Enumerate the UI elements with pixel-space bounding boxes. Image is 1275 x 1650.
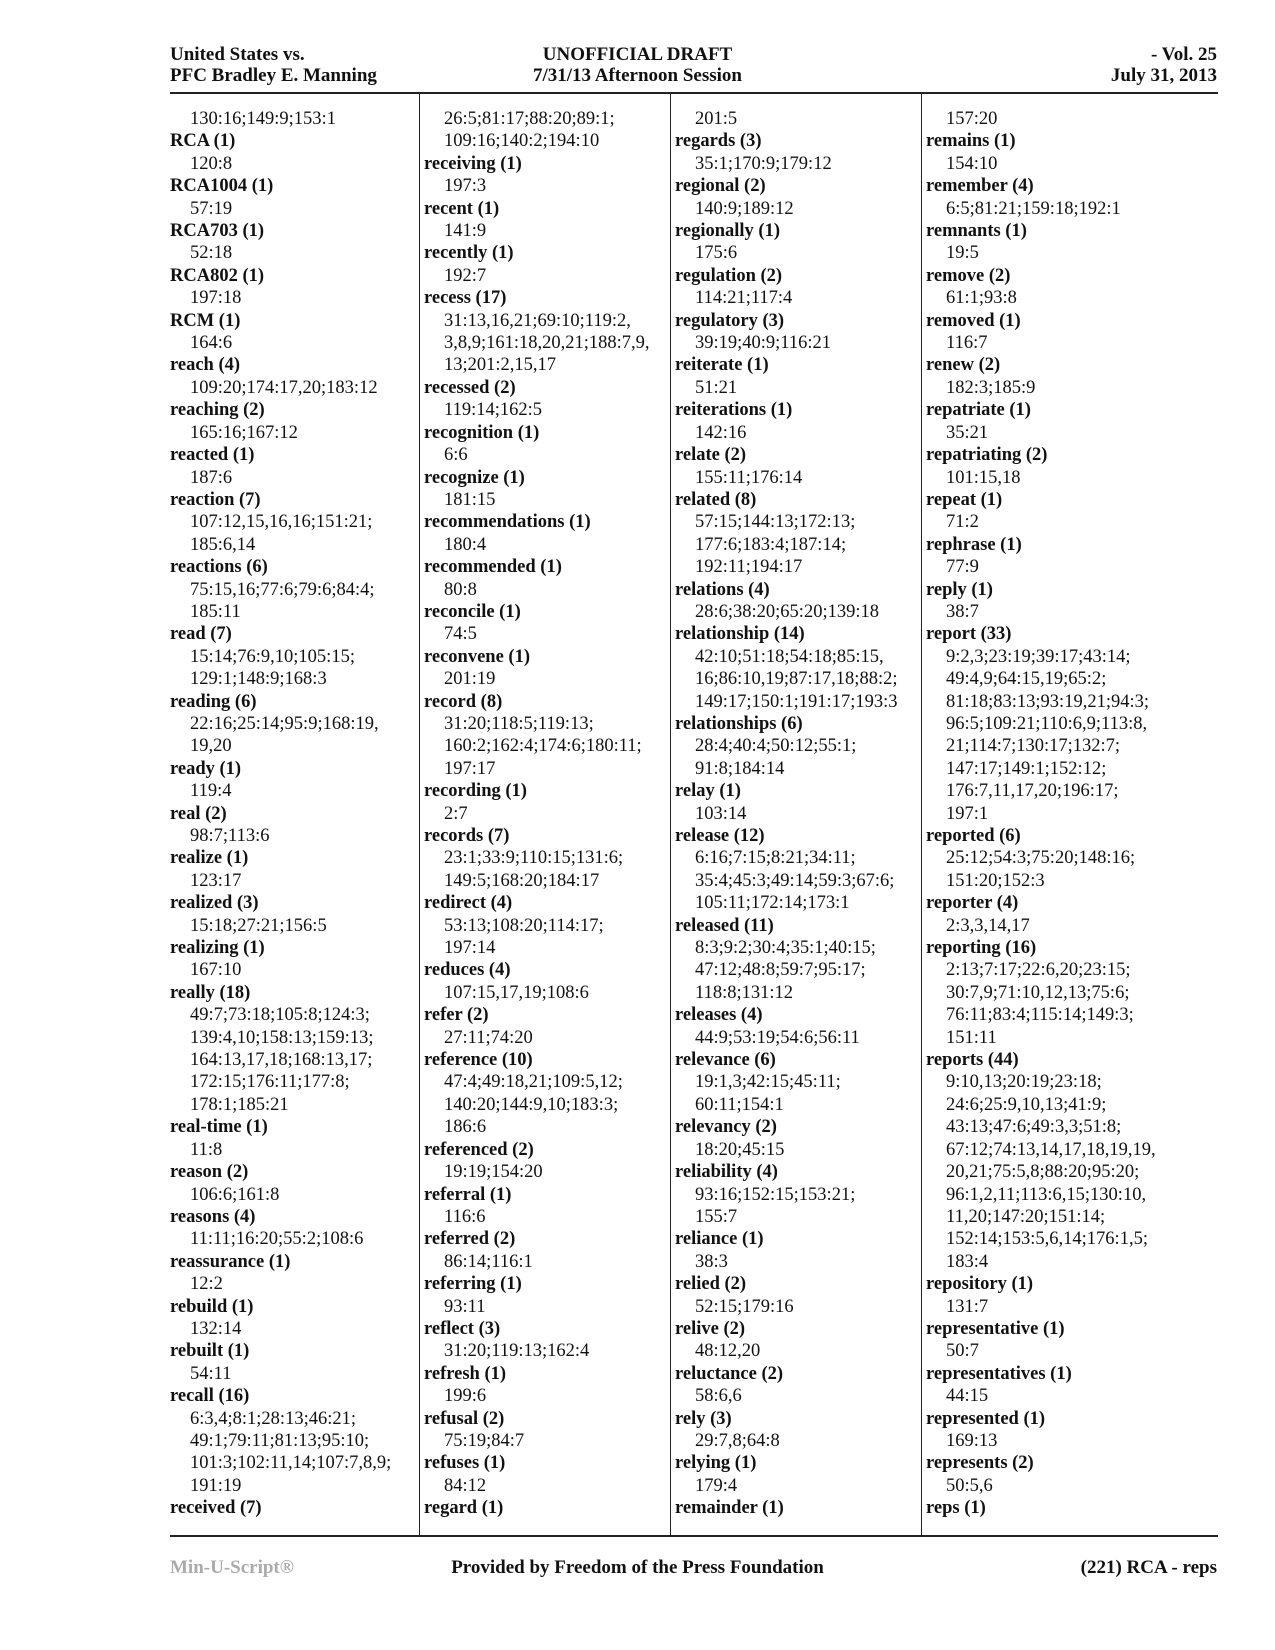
case-title: United States vs. xyxy=(170,44,305,65)
index-term: recently (1) xyxy=(424,243,514,264)
page-references: 149:17;150:1;191:17;193:3 xyxy=(695,691,898,712)
page-references: 142:16 xyxy=(695,422,747,443)
page-references: 60:11;154:1 xyxy=(695,1094,784,1115)
page-references: 67:12;74:13,14,17,18,19,19, xyxy=(946,1139,1156,1160)
page-references: 164:6 xyxy=(190,333,233,354)
page-references: 169:13 xyxy=(946,1430,998,1451)
page-references: 105:11;172:14;173:1 xyxy=(695,893,850,914)
index-term: relying (1) xyxy=(675,1453,757,1474)
index-term: released (11) xyxy=(675,915,774,936)
page-references: 187:6 xyxy=(190,467,233,488)
session-date: July 31, 2013 xyxy=(1110,65,1217,86)
index-term: RCA703 (1) xyxy=(170,221,265,242)
index-term: reluctance (2) xyxy=(675,1363,784,1384)
index-term: regards (3) xyxy=(675,131,762,152)
provider-credit: Provided by Freedom of the Press Foundation xyxy=(451,1557,824,1578)
page-references: 74:5 xyxy=(444,624,477,645)
page-references: 155:11;176:14 xyxy=(695,467,803,488)
page-references: 172:15;176:11;177:8; xyxy=(190,1072,350,1093)
page-references: 43:13;47:6;49:3,3;51:8; xyxy=(946,1117,1122,1138)
page-references: 199:6 xyxy=(444,1386,487,1407)
page-references: 61:1;93:8 xyxy=(946,288,1017,309)
page-references: 30:7,9;71:10,12,13;75:6; xyxy=(946,982,1130,1003)
page-references: 154:10 xyxy=(946,153,998,174)
page-references: 106:6;161:8 xyxy=(190,1184,280,1205)
page-references: 75:19;84:7 xyxy=(444,1430,525,1451)
page-references: 119:14;162:5 xyxy=(444,400,542,421)
index-term: releases (4) xyxy=(675,1005,763,1026)
page-references: 179:4 xyxy=(695,1475,738,1496)
page-references: 84:12 xyxy=(444,1475,487,1496)
page-references: 103:14 xyxy=(695,803,747,824)
index-term: recall (16) xyxy=(170,1386,250,1407)
page-references: 165:16;167:12 xyxy=(190,422,298,443)
page-references: 129:1;148:9;168:3 xyxy=(190,669,327,690)
page-references: 118:8;131:12 xyxy=(695,982,793,1003)
page-references: 21;114:7;130:17;132:7; xyxy=(946,736,1121,757)
page-references: 86:14;116:1 xyxy=(444,1251,533,1272)
index-term: rephrase (1) xyxy=(926,534,1022,555)
page-references: 140:9;189:12 xyxy=(695,198,794,219)
index-term: receiving (1) xyxy=(424,153,522,174)
page-references: 114:21;117:4 xyxy=(695,288,793,309)
index-term: refusal (2) xyxy=(424,1408,505,1429)
index-term: relevancy (2) xyxy=(675,1117,777,1138)
index-term: RCM (1) xyxy=(170,310,241,331)
bottom-rule xyxy=(170,1535,1218,1537)
index-term: reaction (7) xyxy=(170,489,261,510)
page-references: 107:12,15,16,16;151:21; xyxy=(190,512,373,533)
index-term: reacted (1) xyxy=(170,445,255,466)
page-references: 57:15;144:13;172:13; xyxy=(695,512,856,533)
page-references: 18:20;45:15 xyxy=(695,1139,785,1160)
index-term: reps (1) xyxy=(926,1498,986,1519)
index-term: recommended (1) xyxy=(424,557,562,578)
index-term: really (18) xyxy=(170,982,251,1003)
page-references: 180:4 xyxy=(444,534,487,555)
page-references: 91:8;184:14 xyxy=(695,758,785,779)
page-references: 11:8 xyxy=(190,1139,223,1160)
page-references: 58:6,6 xyxy=(695,1386,742,1407)
page-references: 47:4;49:18,21;109:5,12; xyxy=(444,1072,623,1093)
index-term: remainder (1) xyxy=(675,1498,784,1519)
index-term: refer (2) xyxy=(424,1005,489,1026)
index-term: regional (2) xyxy=(675,176,766,197)
index-term: remember (4) xyxy=(926,176,1034,197)
index-term: referral (1) xyxy=(424,1184,512,1205)
volume-info xyxy=(1111,44,1217,86)
index-term: rebuilt (1) xyxy=(170,1341,250,1362)
page-references: 167:10 xyxy=(190,960,242,981)
page-references: 25:12;54:3;75:20;148:16; xyxy=(946,848,1136,869)
page-references: 120:8 xyxy=(190,153,233,174)
page-references: 151:20;152:3 xyxy=(946,870,1045,891)
index-term: recognition (1) xyxy=(424,422,540,443)
page-references: 76:11;83:4;115:14;149:3; xyxy=(946,1005,1134,1026)
index-term: reading (6) xyxy=(170,691,257,712)
index-term: relations (4) xyxy=(675,579,770,600)
page-references: 149:5;168:20;184:17 xyxy=(444,870,600,891)
index-term: remnants (1) xyxy=(926,221,1027,242)
page-references: 197:17 xyxy=(444,758,496,779)
page-references: 15:18;27:21;156:5 xyxy=(190,915,327,936)
index-term: reconvene (1) xyxy=(424,646,530,667)
page-references: 116:6 xyxy=(444,1206,486,1227)
index-term: recommendations (1) xyxy=(424,512,591,533)
page-references: 181:15 xyxy=(444,489,496,510)
index-column-1 xyxy=(170,108,420,1520)
index-term: RCA (1) xyxy=(170,131,236,152)
page-references: 12:2 xyxy=(190,1274,223,1295)
page-references: 9:10,13;20:19;23:18; xyxy=(946,1072,1102,1093)
index-column-3 xyxy=(675,108,925,1520)
page-references: 96:1,2,11;113:6,15;130:10, xyxy=(946,1184,1147,1205)
page-references: 151:11 xyxy=(946,1027,997,1048)
page-references: 141:9 xyxy=(444,221,487,242)
index-term: repeat (1) xyxy=(926,489,1003,510)
defendant-name: PFC Bradley E. Manning xyxy=(170,65,377,86)
index-term: refuses (1) xyxy=(424,1453,506,1474)
index-term: relevance (6) xyxy=(675,1050,776,1071)
index-term: ready (1) xyxy=(170,758,242,779)
index-term: renew (2) xyxy=(926,355,1001,376)
page-references: 19:5 xyxy=(946,243,979,264)
index-term: referenced (2) xyxy=(424,1139,534,1160)
page-references: 183:4 xyxy=(946,1251,989,1272)
page-references: 98:7;113:6 xyxy=(190,826,270,846)
index-term: relationships (6) xyxy=(675,713,803,734)
page-references: 54:11 xyxy=(190,1363,232,1384)
page-references: 182:3;185:9 xyxy=(946,377,1036,398)
page-references: 19:19;154:20 xyxy=(444,1162,543,1183)
draft-heading xyxy=(0,44,1275,86)
index-term: representative (1) xyxy=(926,1318,1065,1339)
index-term: reflect (3) xyxy=(424,1318,501,1339)
index-term: read (7) xyxy=(170,624,232,645)
index-term: reconcile (1) xyxy=(424,601,521,622)
page-references: 35:21 xyxy=(946,422,989,443)
page-references: 185:6,14 xyxy=(190,534,256,555)
page-references: 77:9 xyxy=(946,557,979,578)
page-references: 50:7 xyxy=(946,1341,979,1362)
index-term: realizing (1) xyxy=(170,938,265,959)
index-term: reliance (1) xyxy=(675,1229,764,1250)
index-term: realize (1) xyxy=(170,848,249,869)
page-references: 107:15,17,19;108:6 xyxy=(444,982,589,1003)
index-term: regard (1) xyxy=(424,1498,504,1519)
page-references: 164:13,17,18;168:13,17; xyxy=(190,1050,373,1071)
index-term: relationship (14) xyxy=(675,624,805,645)
page-references: 93:11 xyxy=(444,1296,486,1317)
index-term: removed (1) xyxy=(926,310,1021,331)
page-references: 178:1;185:21 xyxy=(190,1094,289,1115)
software-credit: Min-U-Script® xyxy=(170,1557,294,1578)
index-term: reaching (2) xyxy=(170,400,265,421)
page-references: 185:11 xyxy=(190,601,241,622)
index-term: rebuild (1) xyxy=(170,1296,254,1317)
index-term: recent (1) xyxy=(424,198,500,219)
index-term: realized (3) xyxy=(170,893,259,914)
index-term: regulation (2) xyxy=(675,265,783,286)
page-references: 52:15;179:16 xyxy=(695,1296,794,1317)
index-term: release (12) xyxy=(675,826,765,846)
page-references: 11,20;147:20;151:14; xyxy=(946,1206,1106,1227)
page-references: 38:7 xyxy=(946,601,979,622)
index-term: recess (17) xyxy=(424,288,507,309)
page-references: 13;201:2,15,17 xyxy=(444,355,557,376)
page-references: 22:16;25:14;95:9;168:19, xyxy=(190,713,379,734)
index-term: reasons (4) xyxy=(170,1206,256,1227)
page-references: 39:19;40:9;116:21 xyxy=(695,333,832,354)
page-references: 6:6 xyxy=(444,445,468,466)
page-references: 31:20;119:13;162:4 xyxy=(444,1341,590,1362)
index-term: reference (10) xyxy=(424,1050,533,1071)
index-term: recognize (1) xyxy=(424,467,525,488)
index-column-4 xyxy=(926,108,1176,1520)
page-references: 93:16;152:15;153:21; xyxy=(695,1184,856,1205)
page-references: 8:3;9:2;30:4;35:1;40:15; xyxy=(695,938,876,959)
index-term: real (2) xyxy=(170,803,227,824)
page-references: 101:15,18 xyxy=(946,467,1021,488)
page-references: 71:2 xyxy=(946,512,979,533)
page-references: 147:17;149:1;152:12; xyxy=(946,758,1107,779)
page-references: 132:14 xyxy=(190,1318,242,1339)
page-references: 201:19 xyxy=(444,669,496,690)
page-references: 192:11;194:17 xyxy=(695,557,803,578)
draft-label: UNOFFICIAL DRAFT xyxy=(542,44,733,65)
top-rule xyxy=(170,92,1218,94)
index-term: remove (2) xyxy=(926,265,1011,286)
volume-label: - Vol. 25 xyxy=(1151,44,1217,65)
page-references: 44:15 xyxy=(946,1386,989,1407)
index-term: redirect (4) xyxy=(424,893,513,914)
index-term: RCA1004 (1) xyxy=(170,176,274,197)
page-references: 23:1;33:9;110:15;131:6; xyxy=(444,848,624,869)
page-references: 28:4;40:4;50:12;55:1; xyxy=(695,736,857,757)
index-term: reassurance (1) xyxy=(170,1251,291,1272)
page-references: 28:6;38:20;65:20;139:18 xyxy=(695,601,879,622)
index-term: recording (1) xyxy=(424,781,527,802)
page-references: 197:1 xyxy=(946,803,989,824)
page-references: 175:6 xyxy=(695,243,738,264)
index-term: record (8) xyxy=(424,691,503,712)
page-references: 50:5,6 xyxy=(946,1475,993,1496)
page-references: 2:3,3,14,17 xyxy=(946,915,1030,936)
page-references: 130:16;149:9;153:1 xyxy=(190,109,336,129)
index-term: reactions (6) xyxy=(170,557,268,578)
page-references: 47:12;48:8;59:7;95:17; xyxy=(695,960,866,981)
page-references: 57:19 xyxy=(190,198,233,219)
page-range-label: (221) RCA - reps xyxy=(1080,1557,1217,1578)
index-term: refresh (1) xyxy=(424,1363,507,1384)
page-references: 176:7,11,17,20;196:17; xyxy=(946,781,1119,802)
index-term: reply (1) xyxy=(926,579,993,600)
index-term: relive (2) xyxy=(675,1318,746,1339)
index-column-2 xyxy=(424,108,674,1520)
index-term: received (7) xyxy=(170,1498,262,1519)
index-term: repatriate (1) xyxy=(926,400,1031,421)
index-term: reports (44) xyxy=(926,1050,1019,1071)
index-term: referring (1) xyxy=(424,1274,522,1295)
page-references: 197:3 xyxy=(444,176,487,197)
page-references: 15:14;76:9,10;105:15; xyxy=(190,646,355,667)
index-term: recessed (2) xyxy=(424,377,516,398)
page-references: 52:18 xyxy=(190,243,233,264)
page-references: 201:5 xyxy=(695,109,738,129)
page-references: 6:5;81:21;159:18;192:1 xyxy=(946,198,1121,219)
page-references: 29:7,8;64:8 xyxy=(695,1430,780,1451)
index-term: represented (1) xyxy=(926,1408,1046,1429)
page-references: 119:4 xyxy=(190,781,232,802)
index-term: reported (6) xyxy=(926,826,1021,846)
index-term: relied (2) xyxy=(675,1274,747,1295)
page-references: 19:1,3;42:15;45:11; xyxy=(695,1072,841,1093)
index-term: referred (2) xyxy=(424,1229,516,1250)
page-references: 101:3;102:11,14;107:7,8,9; xyxy=(190,1453,392,1474)
page-references: 49:1;79:11;81:13;95:10; xyxy=(190,1430,370,1451)
page-references: 197:18 xyxy=(190,288,242,309)
index-term: reason (2) xyxy=(170,1162,249,1183)
index-term: representatives (1) xyxy=(926,1363,1072,1384)
page-references: 80:8 xyxy=(444,579,477,600)
index-term: rely (3) xyxy=(675,1408,732,1429)
page-references: 186:6 xyxy=(444,1117,487,1138)
index-term: reiterate (1) xyxy=(675,355,769,376)
page-references: 192:7 xyxy=(444,265,487,286)
page-references: 140:20;144:9,10;183:3; xyxy=(444,1094,619,1115)
page-references: 51:21 xyxy=(695,377,738,398)
index-term: report (33) xyxy=(926,624,1012,645)
page-references: 35:4;45:3;49:14;59:3;67:6; xyxy=(695,870,895,891)
page-references: 27:11;74:20 xyxy=(444,1027,533,1048)
index-term: remains (1) xyxy=(926,131,1016,152)
page-references: 19,20 xyxy=(190,736,232,757)
index-term: relay (1) xyxy=(675,781,741,802)
page-references: 191:19 xyxy=(190,1475,242,1496)
page-references: 6:3,4;8:1;28:13;46:21; xyxy=(190,1408,356,1429)
index-term: reporter (4) xyxy=(926,893,1019,914)
page-references: 20,21;75:5,8;88:20;95:20; xyxy=(946,1162,1140,1183)
page-references: 157:20 xyxy=(946,109,998,129)
index-term: records (7) xyxy=(424,826,510,846)
page-references: 31:20;118:5;119:13; xyxy=(444,713,594,734)
page-references: 49:4,9;64:15,19;65:2; xyxy=(946,669,1107,690)
index-term: regulatory (3) xyxy=(675,310,785,331)
index-term: real-time (1) xyxy=(170,1117,268,1138)
page-references: 96:5;109:21;110:6,9;113:8, xyxy=(946,713,1148,734)
index-term: reach (4) xyxy=(170,355,241,376)
index-term: related (8) xyxy=(675,489,757,510)
page-references: 24:6;25:9,10,13;41:9; xyxy=(946,1094,1107,1115)
page-references: 9:2,3;23:19;39:17;43:14; xyxy=(946,646,1131,667)
index-term: reliability (4) xyxy=(675,1162,778,1183)
index-term: reporting (16) xyxy=(926,938,1037,959)
page-references: 35:1;170:9;179:12 xyxy=(695,153,832,174)
index-term: reduces (4) xyxy=(424,960,511,981)
index-term: repatriating (2) xyxy=(926,445,1048,466)
page-references: 116:7 xyxy=(946,333,988,354)
session-label: 7/31/13 Afternoon Session xyxy=(532,65,743,86)
page-references: 109:16;140:2;194:10 xyxy=(444,131,600,152)
page-references: 155:7 xyxy=(695,1206,738,1227)
page-references: 131:7 xyxy=(946,1296,989,1317)
page-references: 26:5;81:17;88:20;89:1; xyxy=(444,109,615,129)
page-references: 177:6;183:4;187:14; xyxy=(695,534,847,555)
page-references: 2:7 xyxy=(444,803,468,824)
page-references: 123:17 xyxy=(190,870,242,891)
index-term: regionally (1) xyxy=(675,221,780,242)
page-references: 81:18;83:13;93:19,21;94:3; xyxy=(946,691,1149,712)
page-references: 48:12,20 xyxy=(695,1341,761,1362)
page-references: 75:15,16;77:6;79:6;84:4; xyxy=(190,579,375,600)
page-references: 160:2;162:4;174:6;180:11; xyxy=(444,736,642,757)
page-references: 2:13;7:17;22:6,20;23:15; xyxy=(946,960,1131,981)
index-term: RCA802 (1) xyxy=(170,265,265,286)
page-references: 109:20;174:17,20;183:12 xyxy=(190,377,378,398)
page-references: 152:14;153:5,6,14;176:1,5; xyxy=(946,1229,1148,1250)
index-term: reiterations (1) xyxy=(675,400,793,421)
page-references: 49:7;73:18;105:8;124:3; xyxy=(190,1005,370,1026)
page-references: 11:11;16:20;55:2;108:6 xyxy=(190,1229,364,1250)
page-references: 44:9;53:19;54:6;56:11 xyxy=(695,1027,860,1048)
page-references: 197:14 xyxy=(444,938,496,959)
page-references: 42:10;51:18;54:18;85:15, xyxy=(695,646,884,667)
page-references: 3,8,9;161:18,20,21;188:7,9, xyxy=(444,333,650,354)
index-term: represents (2) xyxy=(926,1453,1034,1474)
page-references: 16;86:10,19;87:17,18;88:2; xyxy=(695,669,898,690)
page-references: 38:3 xyxy=(695,1251,728,1272)
page-references: 53:13;108:20;114:17; xyxy=(444,915,604,936)
page-references: 31:13,16,21;69:10;119:2, xyxy=(444,310,631,331)
page-references: 6:16;7:15;8:21;34:11; xyxy=(695,848,856,869)
page-references: 139:4,10;158:13;159:13; xyxy=(190,1027,374,1048)
index-term: relate (2) xyxy=(675,445,747,466)
index-term: repository (1) xyxy=(926,1274,1034,1295)
